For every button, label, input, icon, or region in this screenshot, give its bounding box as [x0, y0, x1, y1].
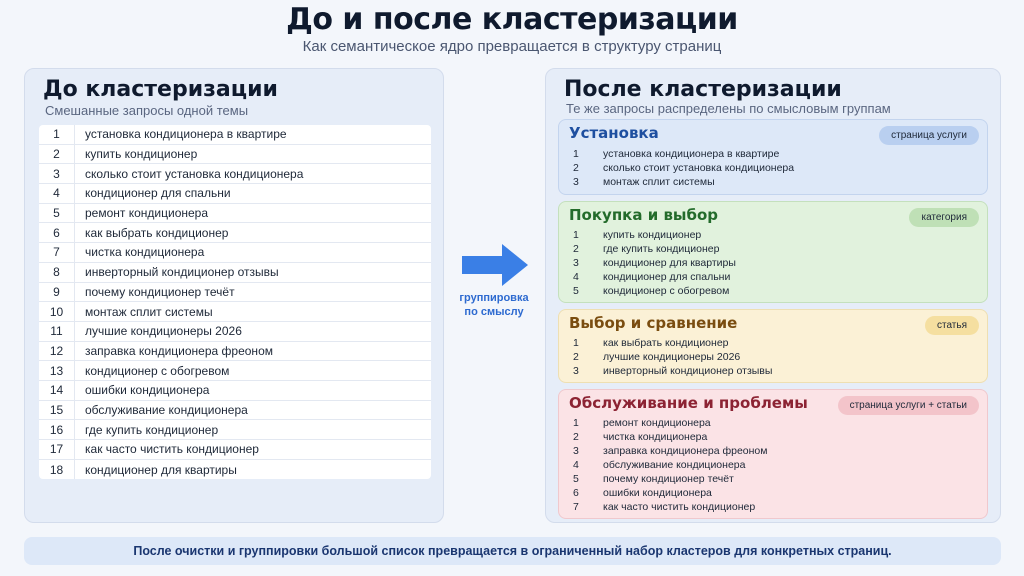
row-query: обслуживание кондиционера: [85, 402, 248, 417]
cluster-title: Установка: [569, 124, 659, 142]
row-query: как часто чистить кондиционер: [85, 442, 259, 457]
row-number: 3: [39, 164, 75, 183]
item-number: 1: [573, 148, 579, 160]
list-item: [573, 458, 768, 472]
row-number: 12: [39, 342, 75, 361]
list-item: [573, 147, 794, 161]
query-table: [39, 125, 431, 479]
table-row: [39, 125, 431, 145]
cluster-items: [573, 228, 736, 298]
row-number: 14: [39, 381, 75, 400]
cluster-badge: страница услуги: [879, 126, 979, 145]
item-query: почему кондиционер течёт: [603, 473, 734, 485]
item-number: 4: [573, 271, 579, 283]
item-query: как часто чистить кондиционер: [603, 501, 756, 513]
list-item: [573, 364, 772, 378]
cluster-items: [573, 147, 794, 189]
row-query: заправка кондиционера фреоном: [85, 343, 273, 358]
list-item: [573, 256, 736, 270]
item-number: 1: [573, 229, 579, 241]
table-row: [39, 420, 431, 440]
row-number: 13: [39, 361, 75, 380]
row-number: 6: [39, 223, 75, 242]
row-number: 2: [39, 145, 75, 164]
table-row: [39, 145, 431, 165]
item-number: 3: [573, 445, 579, 457]
page-title: До и после кластеризации: [286, 2, 738, 37]
row-query: где купить кондиционер: [85, 422, 219, 437]
cluster-comparison: [558, 309, 988, 383]
table-row: [39, 460, 431, 480]
item-number: 3: [573, 176, 579, 188]
row-query: инверторный кондиционер отзывы: [85, 265, 279, 280]
table-row: [39, 164, 431, 184]
row-query: чистка кондиционера: [85, 245, 205, 260]
row-query: кондиционер для квартиры: [85, 462, 237, 477]
item-number: 2: [573, 431, 579, 443]
row-number: 8: [39, 263, 75, 282]
item-query: как выбрать кондиционер: [603, 337, 729, 349]
item-query: установка кондиционера в квартире: [603, 148, 780, 160]
cluster-title: Покупка и выбор: [569, 206, 719, 224]
row-number: 1: [39, 125, 75, 144]
list-item: [573, 161, 794, 175]
after-panel: [545, 68, 1001, 523]
item-query: сколько стоит установка кондиционера: [603, 162, 795, 174]
table-row: [39, 283, 431, 303]
table-row: [39, 223, 431, 243]
item-query: кондиционер для спальни: [603, 271, 731, 283]
table-row: [39, 381, 431, 401]
cluster-badge: статья: [925, 316, 979, 335]
list-item: [573, 444, 768, 458]
cluster-badge: страница услуги + статьи: [838, 396, 979, 415]
table-row: [39, 322, 431, 342]
cluster-purchase: [558, 201, 988, 303]
item-number: 2: [573, 351, 579, 363]
cluster-installation: [558, 119, 988, 195]
list-item: [573, 472, 768, 486]
row-number: 4: [39, 184, 75, 203]
item-query: заправка кондиционера фреоном: [603, 445, 768, 457]
item-query: ремонт кондиционера: [603, 417, 711, 429]
row-query: сколько стоит установка кондиционера: [85, 166, 304, 181]
cluster-items: [573, 416, 768, 514]
after-panel-subtitle: Те же запросы распределены по смысловым группам: [566, 101, 891, 116]
item-query: ошибки кондиционера: [603, 487, 712, 499]
item-number: 7: [573, 501, 579, 513]
row-number: 9: [39, 283, 75, 302]
item-query: лучшие кондиционеры 2026: [603, 351, 741, 363]
row-query: ремонт кондиционера: [85, 206, 209, 221]
row-number: 11: [39, 322, 75, 341]
before-panel: [24, 68, 444, 523]
table-row: [39, 302, 431, 322]
list-item: [573, 430, 768, 444]
item-number: 5: [573, 285, 579, 297]
row-query: установка кондиционера в квартире: [85, 127, 287, 142]
table-row: [39, 184, 431, 204]
list-item: [573, 242, 736, 256]
item-number: 2: [573, 243, 579, 255]
row-query: кондиционер с обогревом: [85, 363, 230, 378]
item-query: кондиционер для квартиры: [603, 257, 736, 269]
row-query: почему кондиционер течёт: [85, 284, 235, 299]
row-query: монтаж сплит системы: [85, 304, 213, 319]
item-query: где купить кондиционер: [603, 243, 720, 255]
arrow-label-line2: по смыслу: [464, 306, 524, 318]
list-item: [573, 486, 768, 500]
item-number: 1: [573, 337, 579, 349]
list-item: [573, 350, 772, 364]
table-row: [39, 243, 431, 263]
table-row: [39, 401, 431, 421]
table-row: [39, 342, 431, 362]
row-query: купить кондиционер: [85, 147, 198, 162]
cluster-title: Обслуживание и проблемы: [569, 394, 808, 412]
row-number: 7: [39, 243, 75, 262]
table-row: [39, 361, 431, 381]
item-number: 6: [573, 487, 579, 499]
list-item: [573, 175, 794, 189]
list-item: [573, 500, 768, 514]
cluster-title: Выбор и сравнение: [569, 314, 738, 332]
row-query: кондиционер для спальни: [85, 186, 231, 201]
item-number: 2: [573, 162, 579, 174]
table-row: [39, 263, 431, 283]
item-number: 3: [573, 257, 579, 269]
row-query: как выбрать кондиционер: [85, 225, 229, 240]
cluster-items: [573, 336, 772, 378]
item-query: купить кондиционер: [603, 229, 702, 241]
item-query: чистка кондиционера: [603, 431, 708, 443]
row-number: 17: [39, 440, 75, 459]
row-query: ошибки кондиционера: [85, 383, 210, 398]
item-query: кондиционер с обогревом: [603, 285, 730, 297]
page-subtitle: Как семантическое ядро превращается в структуру страниц: [302, 38, 722, 55]
after-panel-title: После кластеризации: [564, 77, 842, 102]
row-query: лучшие кондиционеры 2026: [85, 324, 242, 339]
list-item: [573, 270, 736, 284]
item-number: 5: [573, 473, 579, 485]
arrow-label: [448, 291, 540, 319]
item-number: 3: [573, 365, 579, 377]
cluster-badge: категория: [909, 208, 979, 227]
table-row: [39, 204, 431, 224]
table-row: [39, 440, 431, 460]
footer-note: После очистки и группировки большой список превращается в ограниченный набор кластеров для конкретных страниц.: [24, 537, 1001, 565]
arrow-label-line1: группировка: [459, 292, 529, 304]
before-panel-subtitle: Смешанные запросы одной темы: [45, 103, 249, 118]
row-number: 16: [39, 420, 75, 439]
row-number: 10: [39, 302, 75, 321]
list-item: [573, 336, 772, 350]
item-query: обслуживание кондиционера: [603, 459, 746, 471]
item-query: монтаж сплит системы: [603, 176, 715, 188]
row-number: 18: [39, 460, 75, 480]
item-number: 4: [573, 459, 579, 471]
row-number: 5: [39, 204, 75, 223]
item-query: инверторный кондиционер отзывы: [603, 365, 773, 377]
cluster-maintenance: [558, 389, 988, 519]
list-item: [573, 416, 768, 430]
item-number: 1: [573, 417, 579, 429]
row-number: 15: [39, 401, 75, 420]
list-item: [573, 228, 736, 242]
list-item: [573, 284, 736, 298]
before-panel-title: До кластеризации: [43, 77, 278, 102]
